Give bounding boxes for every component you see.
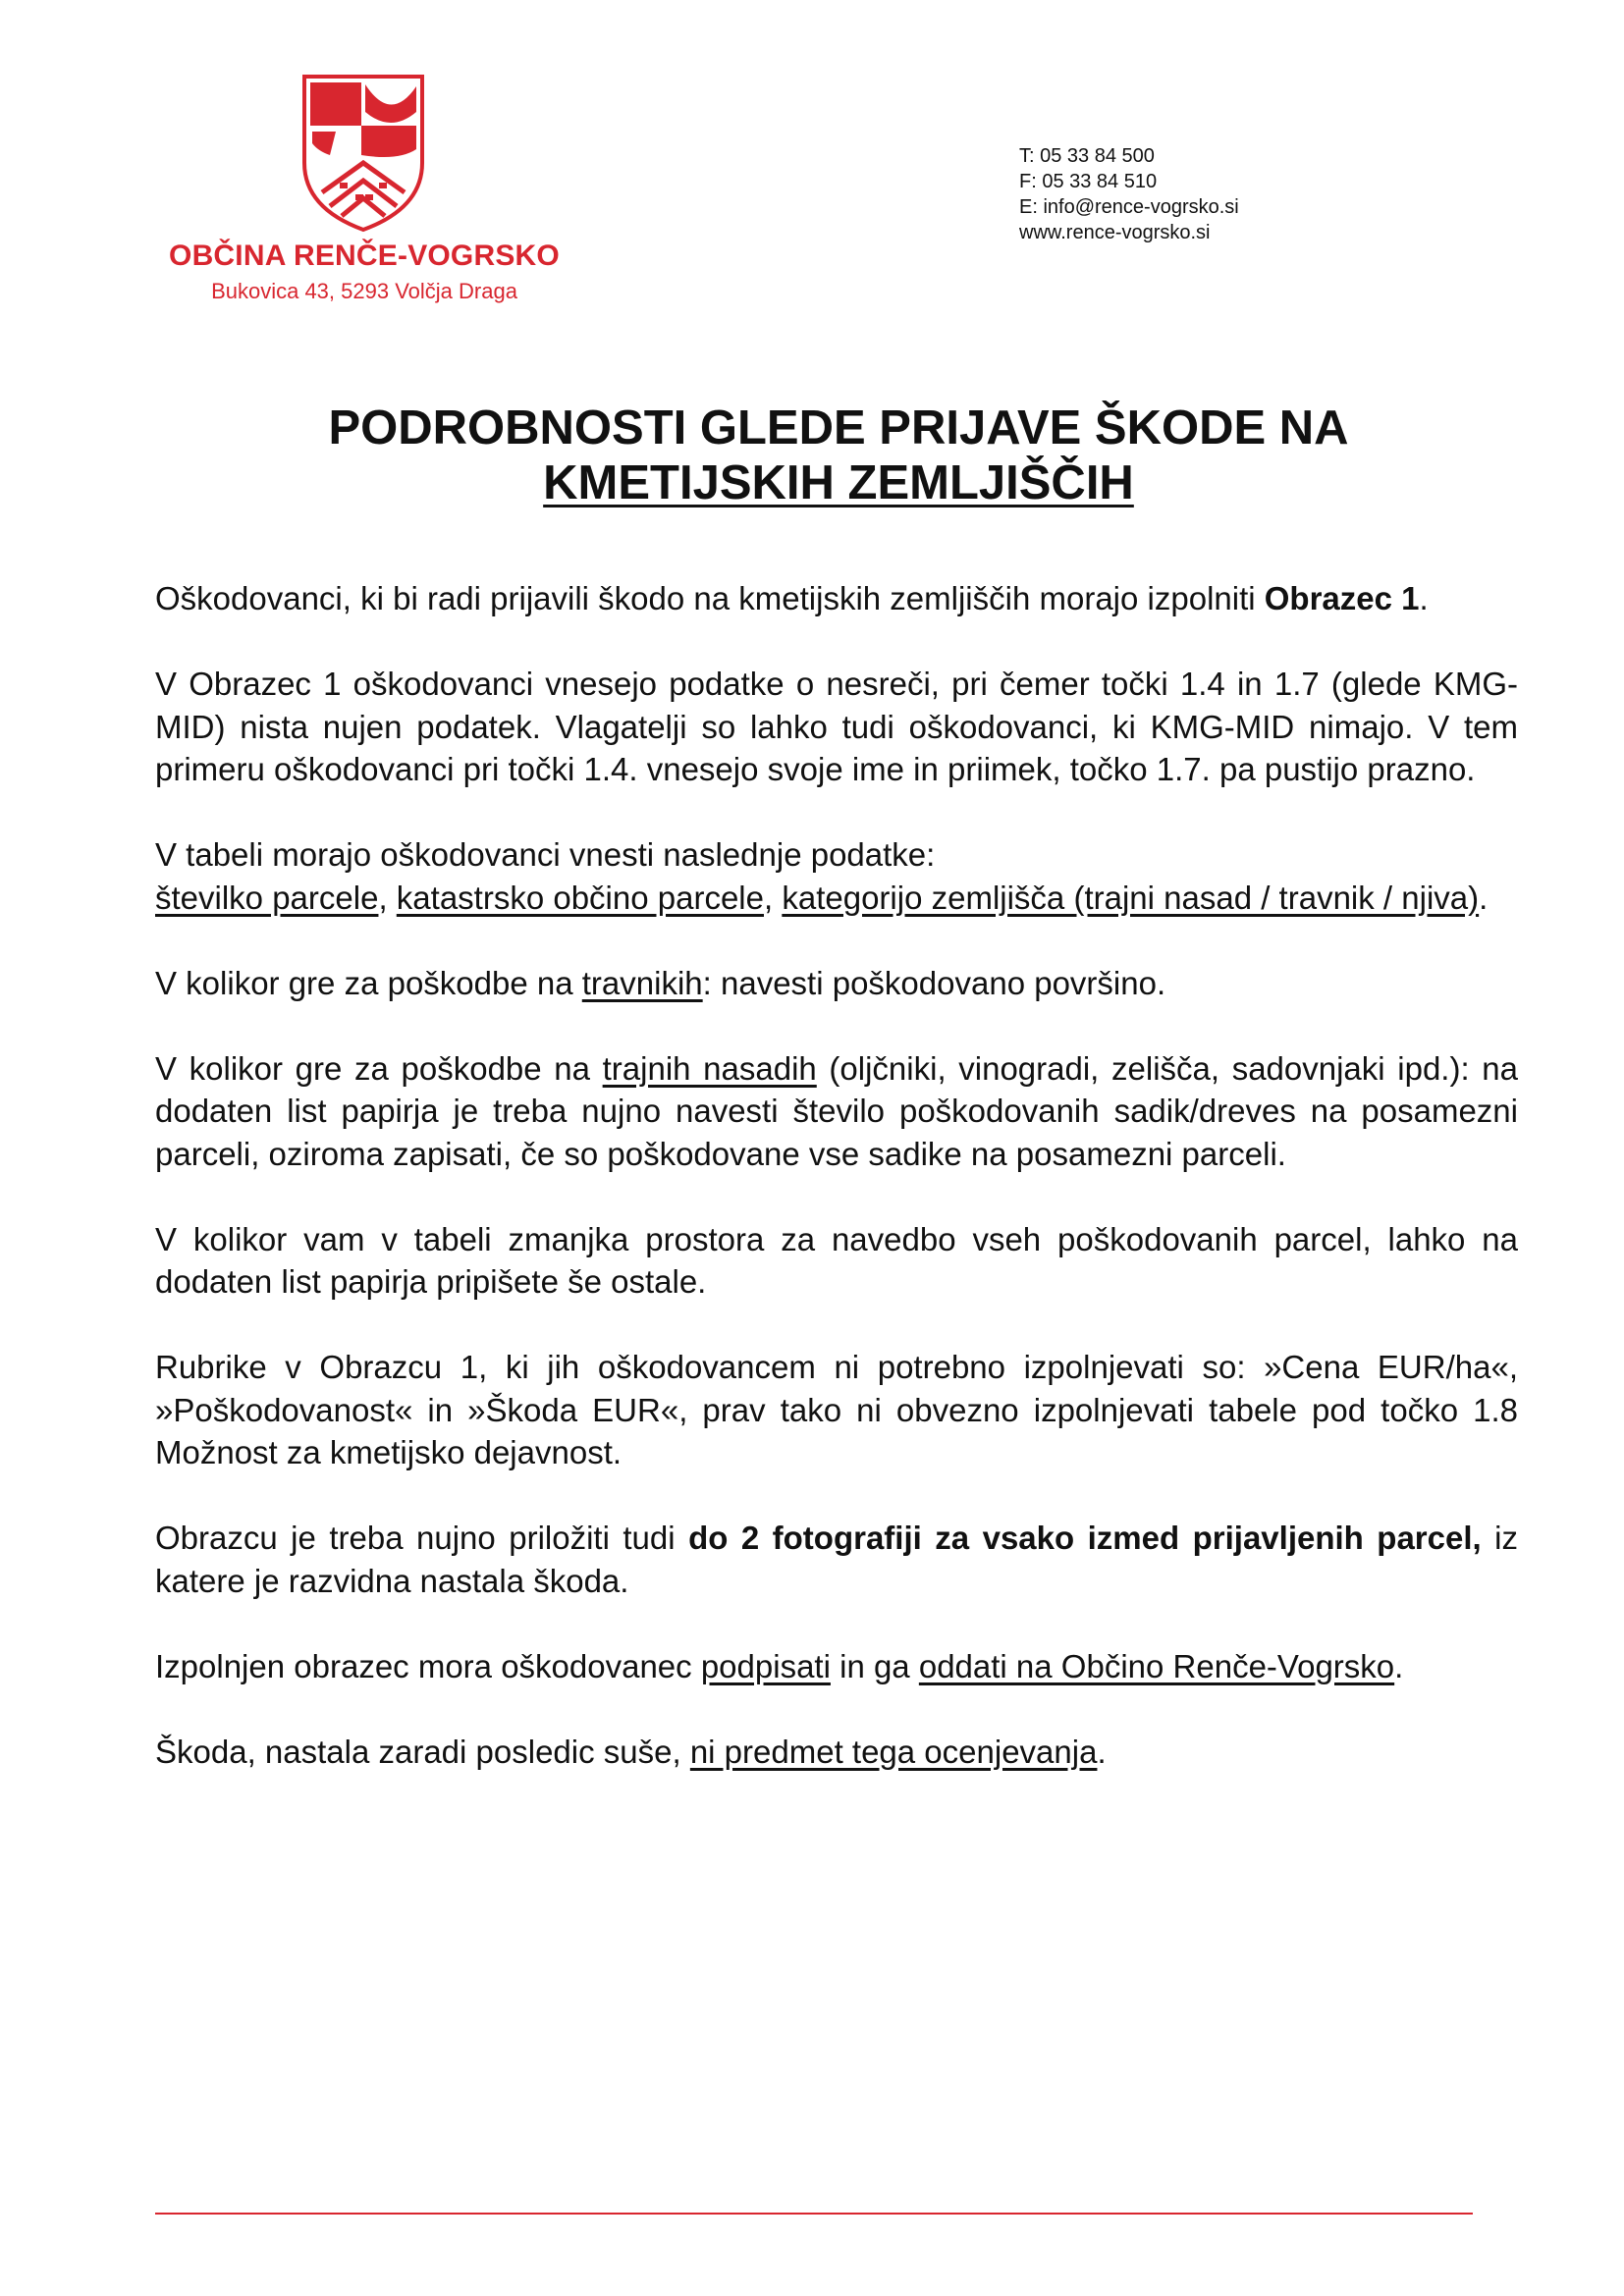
paragraph-6: V kolikor vam v tabeli zmanjka prostora za navedbo vseh poškodovanih parcel, lahko na dodaten list papirja pripišete še ostale.: [155, 1220, 1518, 1300]
title-line-1: PODROBNOSTI GLEDE PRIJAVE ŠKODE NA: [328, 401, 1349, 454]
title-line-2: KMETIJSKIH ZEMLJIŠČIH: [543, 456, 1134, 509]
fax: F: 05 33 84 510: [1019, 171, 1158, 192]
p4-text: V kolikor gre za poškodbe na: [155, 964, 582, 1001]
p1-bold: Obrazec 1: [1264, 580, 1420, 616]
p8-text: Obrazcu je treba nujno priložiti tudi: [155, 1520, 689, 1556]
p10-underlined: ni predmet tega ocenjevanja: [689, 1733, 1098, 1770]
p3-item-3: kategorijo zemljišča (trajni nasad / travnik / njiva): [782, 879, 1480, 916]
p9-text: Izpolnjen obrazec mora oškodovanec: [155, 1647, 701, 1684]
p3-item-2: katastrsko občino parcele: [396, 879, 764, 916]
p1-end: .: [1419, 580, 1429, 616]
p3-sep-1: ,: [378, 879, 397, 916]
paragraph-2: V Obrazec 1 oškodovanci vnesejo podatke o nesreči, pri čemer točki 1.4 in 1.7 (glede KMG-MID) nista nujen podatek. Vlagatelji so lahko tudi oškodovanci, ki KMG-MID nimajo. V tem primeru oškodovanci pri točki 1.4. vnesejo svoje ime in priimek, točko 1.7. pa pustijo prazno.: [155, 666, 1518, 787]
website: www.rence-vogrsko.si: [1019, 222, 1211, 243]
footer-divider: [155, 2213, 1473, 2215]
p5-text: V kolikor gre za poškodbe na: [155, 1049, 603, 1087]
p9-mid: in ga: [830, 1647, 919, 1684]
email: E: info@rence-vogrsko.si: [1019, 196, 1239, 218]
p10-end: .: [1097, 1733, 1107, 1770]
paragraph-9: [155, 1645, 1518, 1688]
contact-block: [1019, 143, 1239, 245]
document-body: [155, 577, 1518, 1816]
phone: T: 05 33 84 500: [1019, 145, 1155, 167]
paragraph-8: [155, 1517, 1518, 1602]
paragraph-4: [155, 962, 1518, 1005]
paragraph-7: Rubrike v Obrazcu 1, ki jih oškodovancem ni potrebno izpolnjevati so: »Cena EUR/ha«, »Poškodovanost« in »Škoda EUR«, prav tako ni obvezno izpolnjevati tabele pod točko 1.8 Možnost za kmetijsko dejavnost.: [155, 1349, 1518, 1470]
municipality-crest-icon: [300, 73, 426, 234]
org-name: OBČINA RENČE-VOGRSKO: [169, 240, 560, 272]
p3-end: .: [1479, 879, 1489, 916]
p10-text: Škoda, nastala zaradi posledic suše,: [155, 1733, 690, 1770]
p1-text: Oškodovanci, ki bi radi prijavili škodo na kmetijskih zemljiščih morajo izpolniti: [155, 580, 1265, 616]
paragraph-10: [155, 1731, 1518, 1774]
p4-end: : navesti poškodovano površino.: [702, 964, 1166, 1001]
p3-item-1: številko parcele: [155, 879, 379, 916]
p5-end: (oljčniki, vinogradi, zelišča, sadovnjaki ipd.): na dodaten list papirja je treba nujno navesti število poškodovanih sadik/dreves na posamezni parceli, oziroma zapisati, če so poškodovane vse sadike na posamezni parceli.: [155, 1049, 1518, 1172]
p8-bold: do 2 fotografiji za vsako izmed prijavljenih parcel,: [688, 1520, 1482, 1556]
p4-underlined: travnikih: [581, 964, 703, 1001]
page-title: [157, 400, 1520, 510]
p9-underlined-2: oddati na Občino Renče-Vogrsko: [918, 1647, 1395, 1684]
p8-end: iz katere je razvidna nastala škoda.: [155, 1520, 1519, 1599]
p5-underlined: trajnih nasadih: [602, 1049, 817, 1087]
p3-intro: V tabeli morajo oškodovanci vnesti naslednje podatke:: [155, 836, 936, 873]
p9-end: .: [1394, 1647, 1404, 1684]
p3-sep-2: ,: [764, 879, 783, 916]
paragraph-1: [155, 577, 1518, 620]
p9-underlined-1: podpisati: [700, 1647, 831, 1684]
paragraph-3: [155, 833, 1518, 919]
paragraph-5: [155, 1047, 1518, 1176]
org-address: Bukovica 43, 5293 Volčja Draga: [211, 279, 517, 303]
